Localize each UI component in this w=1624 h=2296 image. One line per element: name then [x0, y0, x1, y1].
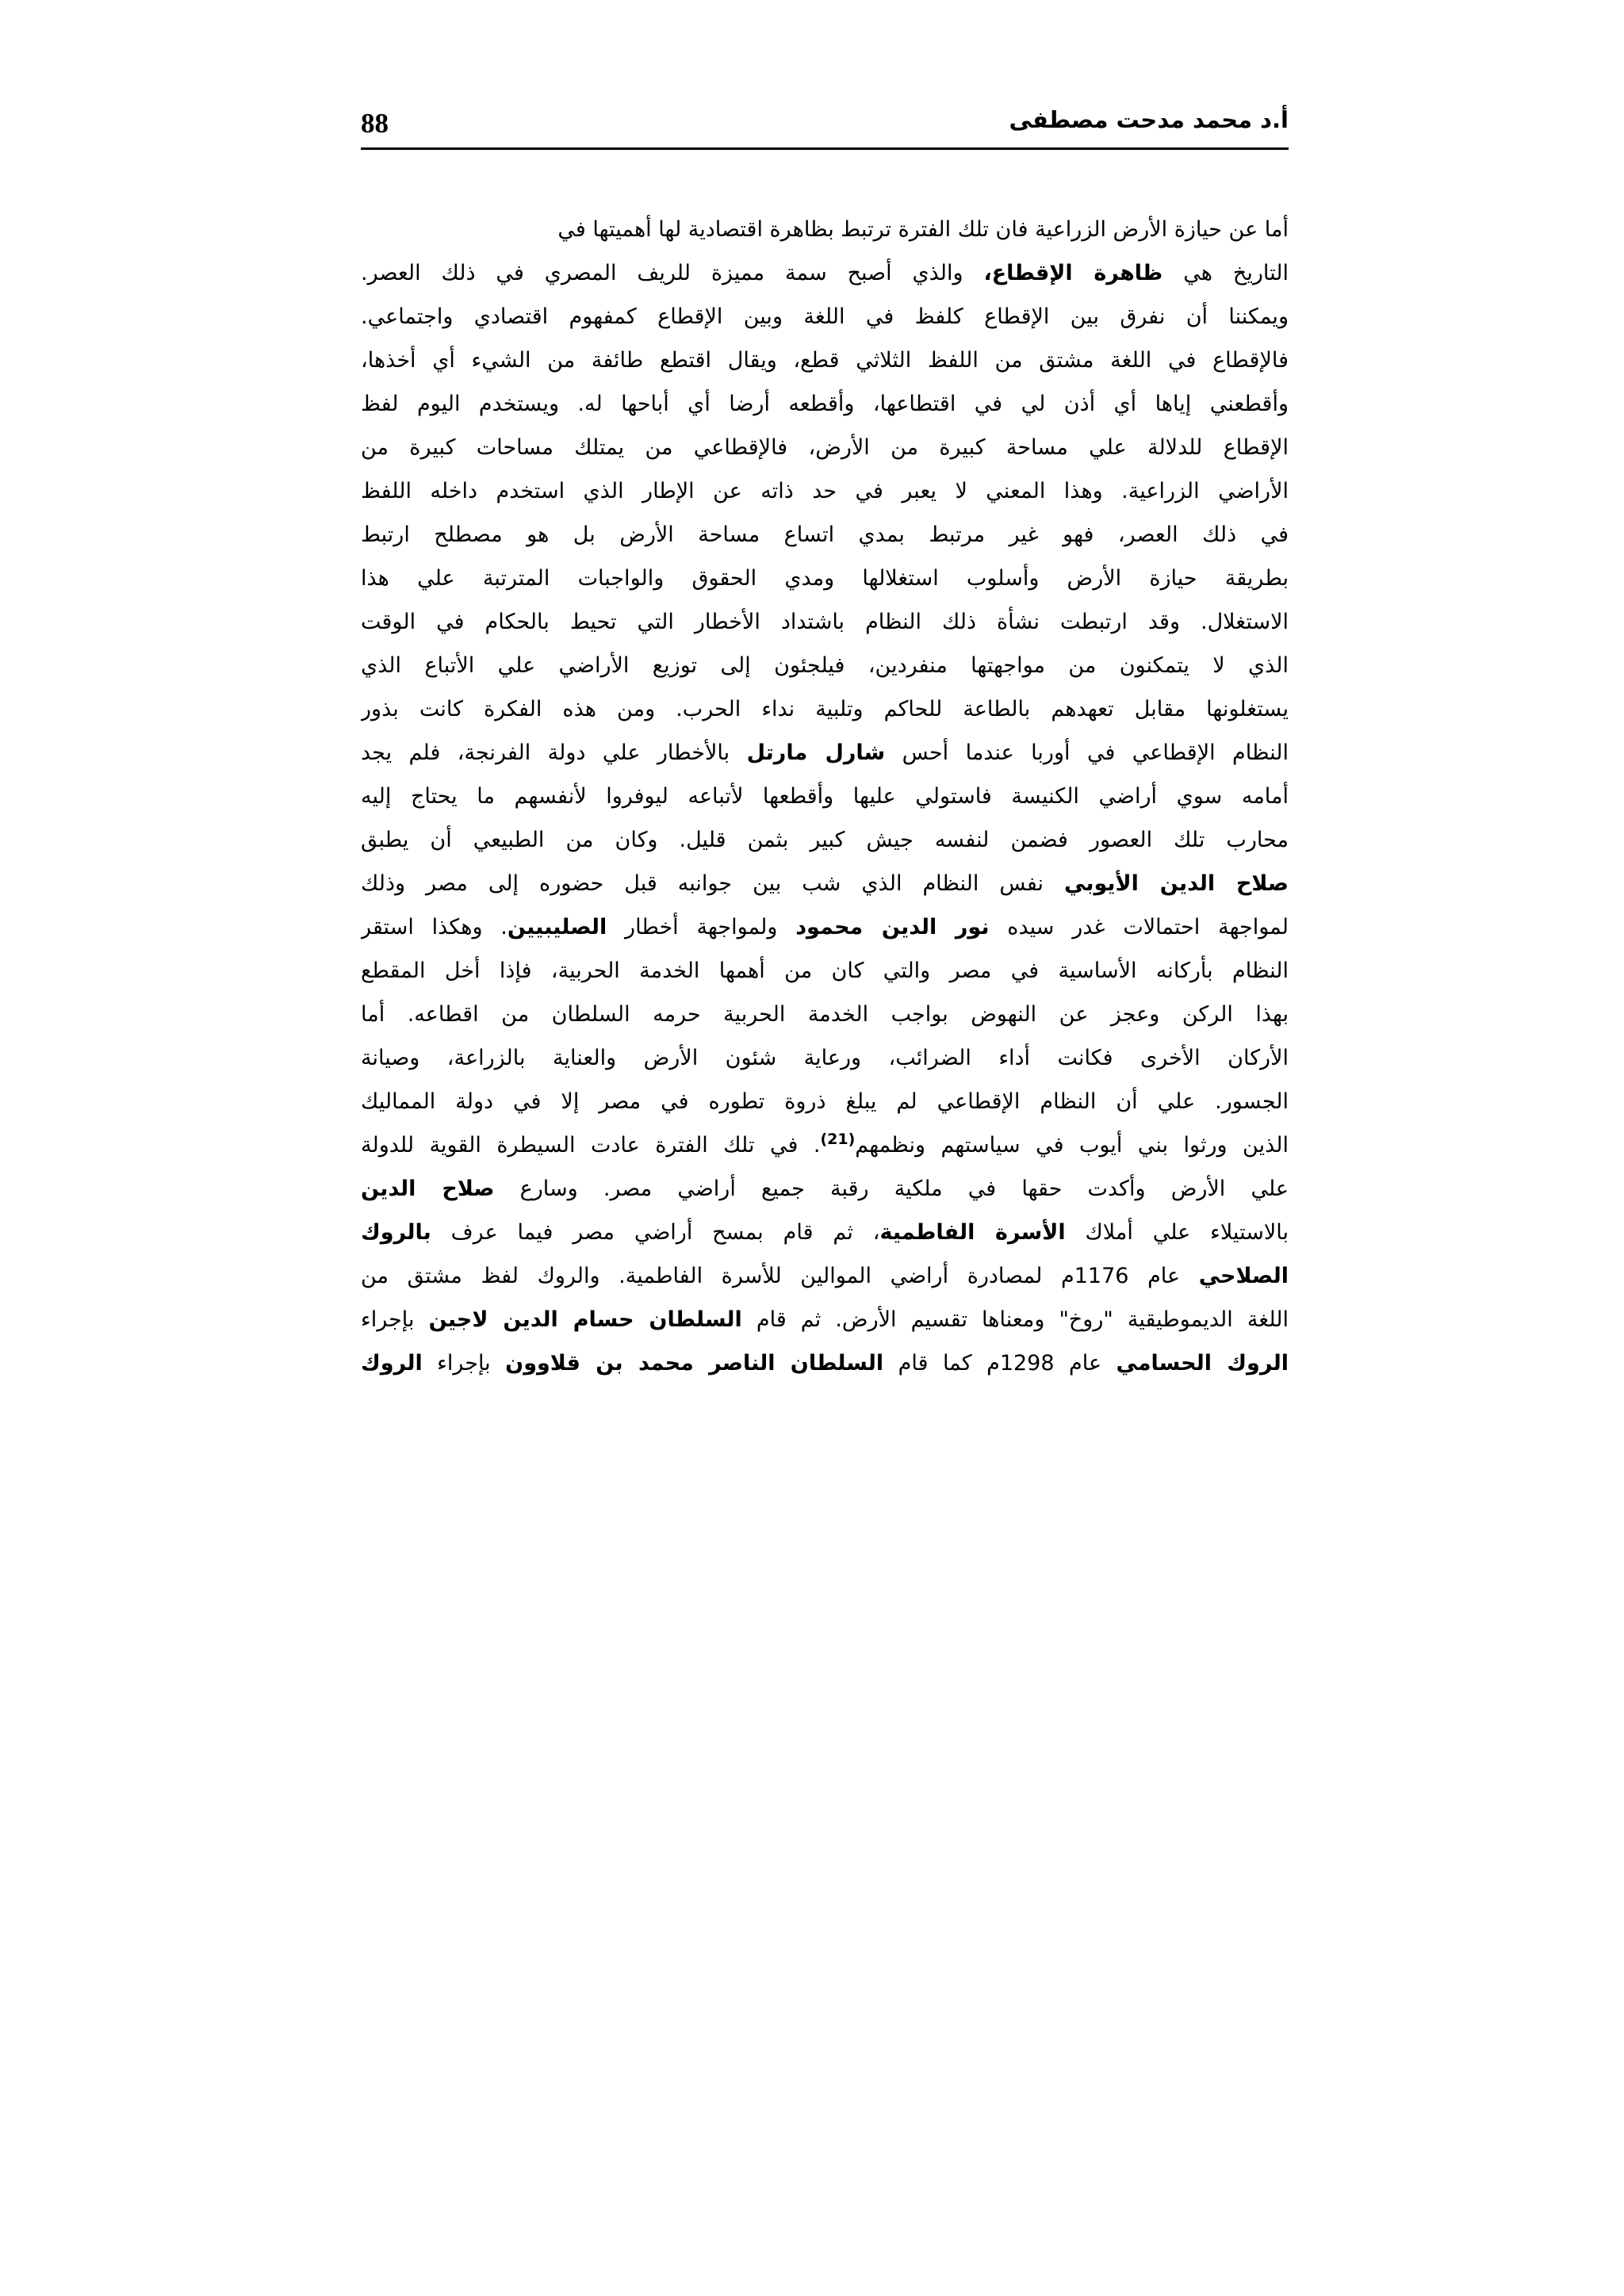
bold-term: السلطان حسام الدين لاجين: [428, 1307, 742, 1332]
text-segment: بطريقة حيازة الأرض وأسلوب استغلالها ومدي الحقوق والواجبات المترتبة علي هذا: [361, 566, 1289, 591]
text-line: [361, 208, 1289, 251]
text-line: [361, 818, 1289, 862]
text-line: [361, 949, 1289, 993]
text-segment: الأراضي الزراعية. وهذا المعني لا يعبر في حد ذاته عن الإطار الذي استخدم داخله اللفظ: [361, 479, 1289, 503]
text-segment: ويمكننا أن نفرق بين الإقطاع كلفظ في اللغة وبين الإقطاع كمفهوم اقتصادي واجتماعي.: [361, 304, 1289, 329]
text-segment: بإجراء: [361, 1307, 429, 1332]
bold-term: الصليبيين: [507, 915, 607, 939]
text-line: [361, 905, 1289, 949]
text-segment: الإقطاع للدلالة علي مساحة كبيرة من الأرض، فالإقطاعي من يمتلك مساحات كبيرة من: [361, 435, 1289, 460]
text-segment: وأقطعني إياها أي أذن لي في اقتطاعها، وأقطعه أرضا أي أباحها له. ويستخدم اليوم لفظ: [361, 392, 1289, 416]
bold-term: نور الدين محمود: [795, 915, 990, 939]
footnote-ref: (21): [820, 1131, 856, 1148]
text-line: [361, 775, 1289, 818]
text-segment: نفس النظام الذي شب بين جوانبه قبل حضوره إلى مصر وذلك: [361, 871, 1065, 896]
text-segment: عام 1298م كما قام: [883, 1351, 1116, 1376]
text-segment: النظام الإقطاعي في أوربا عندما أحس: [885, 740, 1289, 765]
text-line: [361, 426, 1289, 469]
text-segment: النظام بأركانه الأساسية في مصر والتي كان من أهمها الخدمة الحربية، فإذا أخل المقطع: [361, 959, 1289, 983]
text-segment: بإجراء: [422, 1351, 506, 1376]
text-segment: الجسور. علي أن النظام الإقطاعي لم يبلغ ذروة تطوره في مصر إلا في دولة المماليك: [361, 1089, 1289, 1114]
text-line: [361, 993, 1289, 1036]
text-line: [361, 1341, 1289, 1385]
header-rule: [361, 147, 1289, 150]
text-segment: . وهكذا استقر: [361, 915, 508, 939]
text-segment: الأركان الأخرى فكانت أداء الضرائب، ورعاية شئون الأرض والعناية بالزراعة، وصيانة: [361, 1046, 1289, 1070]
text-line: [361, 1080, 1289, 1123]
text-line: [361, 295, 1289, 339]
text-segment: فالإقطاع في اللغة مشتق من اللفظ الثلاثي قطع، ويقال اقتطع طائفة من الشيء أي أخذها،: [361, 348, 1289, 373]
text-line: [361, 557, 1289, 600]
bold-term: الصلاحي: [1198, 1264, 1289, 1288]
text-line: [361, 251, 1289, 295]
text-line: [361, 1123, 1289, 1167]
text-segment: بهذا الركن وعجز عن النهوض بواجب الخدمة الحربية حرمه السلطان من اقطاعه. أما: [361, 1002, 1289, 1027]
text-line: [361, 1211, 1289, 1254]
text-line: [361, 1298, 1289, 1341]
text-line: [361, 600, 1289, 644]
text-segment: والذي أصبح سمة مميزة للريف المصري في ذلك العصر.: [361, 261, 984, 285]
text-segment: . في تلك الفترة عادت السيطرة القوية للدولة: [361, 1133, 821, 1158]
page-number: 88: [361, 108, 389, 139]
text-line: [361, 731, 1289, 775]
bold-term: بالروك: [361, 1220, 431, 1245]
bold-term: الروك: [361, 1351, 423, 1376]
text-segment: ، ثم قام بمسح أراضي مصر فيما عرف: [431, 1220, 880, 1245]
text-segment: لمواجهة احتمالات غدر سيده: [989, 915, 1289, 939]
text-line: [361, 1036, 1289, 1080]
text-line: [361, 382, 1289, 426]
text-line: [361, 687, 1289, 731]
text-segment: بالأخطار علي دولة الفرنجة، فلم يجد: [361, 740, 747, 765]
text-line: [361, 1167, 1289, 1211]
text-segment: أما عن حيازة الأرض الزراعية فان تلك الفترة ترتبط بظاهرة اقتصادية لها أهميتها في: [557, 217, 1289, 242]
text-segment: الذين ورثوا بني أيوب في سياستهم ونظمهم: [855, 1133, 1289, 1158]
text-line: [361, 644, 1289, 687]
text-segment: أمامه سوي أراضي الكنيسة فاستولي عليها وأقطعها لأتباعه ليوفروا لأنفسهم ما يحتاج إليه: [361, 784, 1289, 809]
text-segment: عام 1176م لمصادرة أراضي الموالين للأسرة الفاطمية. والروك لفظ مشتق من: [361, 1264, 1199, 1288]
bold-term: ظاهرة الإقطاع،: [983, 261, 1163, 285]
text-line: [361, 469, 1289, 513]
bold-term: صلاح الدين الأيوبي: [1064, 871, 1289, 896]
bold-term: صلاح الدين: [361, 1177, 495, 1201]
text-segment: اللغة الديموطيقية "روخ" ومعناها تقسيم الأرض. ثم قام: [741, 1307, 1289, 1332]
running-head-author: أ.د محمد مدحت مصطفى: [1009, 106, 1289, 133]
text-segment: الذي لا يتمكنون من مواجهتها منفردين، فيلجئون إلى توزيع الأراضي علي الأتباع الذي: [361, 653, 1289, 678]
text-segment: ولمواجهة أخطار: [607, 915, 796, 939]
text-line: [361, 339, 1289, 382]
page-header: [361, 101, 1289, 146]
text-segment: محارب تلك العصور فضمن لنفسه جيش كبير بثمن قليل. وكان من الطبيعي أن يطبق: [361, 828, 1289, 852]
bold-term: الروك الحسامي: [1116, 1351, 1289, 1376]
body-paragraph: [361, 208, 1289, 1385]
bold-term: السلطان الناصر محمد بن قلاوون: [505, 1351, 884, 1376]
text-segment: علي الأرض وأكدت حقها في ملكية رقبة جميع أراضي مصر. وسارع: [494, 1177, 1289, 1201]
text-segment: بالاستيلاء علي أملاك: [1065, 1220, 1289, 1245]
bold-term: شارل مارتل: [746, 740, 886, 765]
text-line: [361, 862, 1289, 905]
text-line: [361, 513, 1289, 557]
bold-term: الأسرة الفاطمية: [879, 1220, 1066, 1245]
text-segment: التاريخ هي: [1162, 261, 1289, 285]
text-segment: يستغلونها مقابل تعهدهم بالطاعة للحاكم وتلبية نداء الحرب. ومن هذه الفكرة كانت بذور: [361, 697, 1289, 721]
text-line: [361, 1254, 1289, 1298]
text-segment: الاستغلال. وقد ارتبطت نشأة ذلك النظام باشتداد الأخطار التي تحيط بالحكام في الوقت: [361, 610, 1289, 634]
text-segment: في ذلك العصر، فهو غير مرتبط بمدي اتساع مساحة الأرض بل هو مصطلح ارتبط: [361, 522, 1289, 547]
